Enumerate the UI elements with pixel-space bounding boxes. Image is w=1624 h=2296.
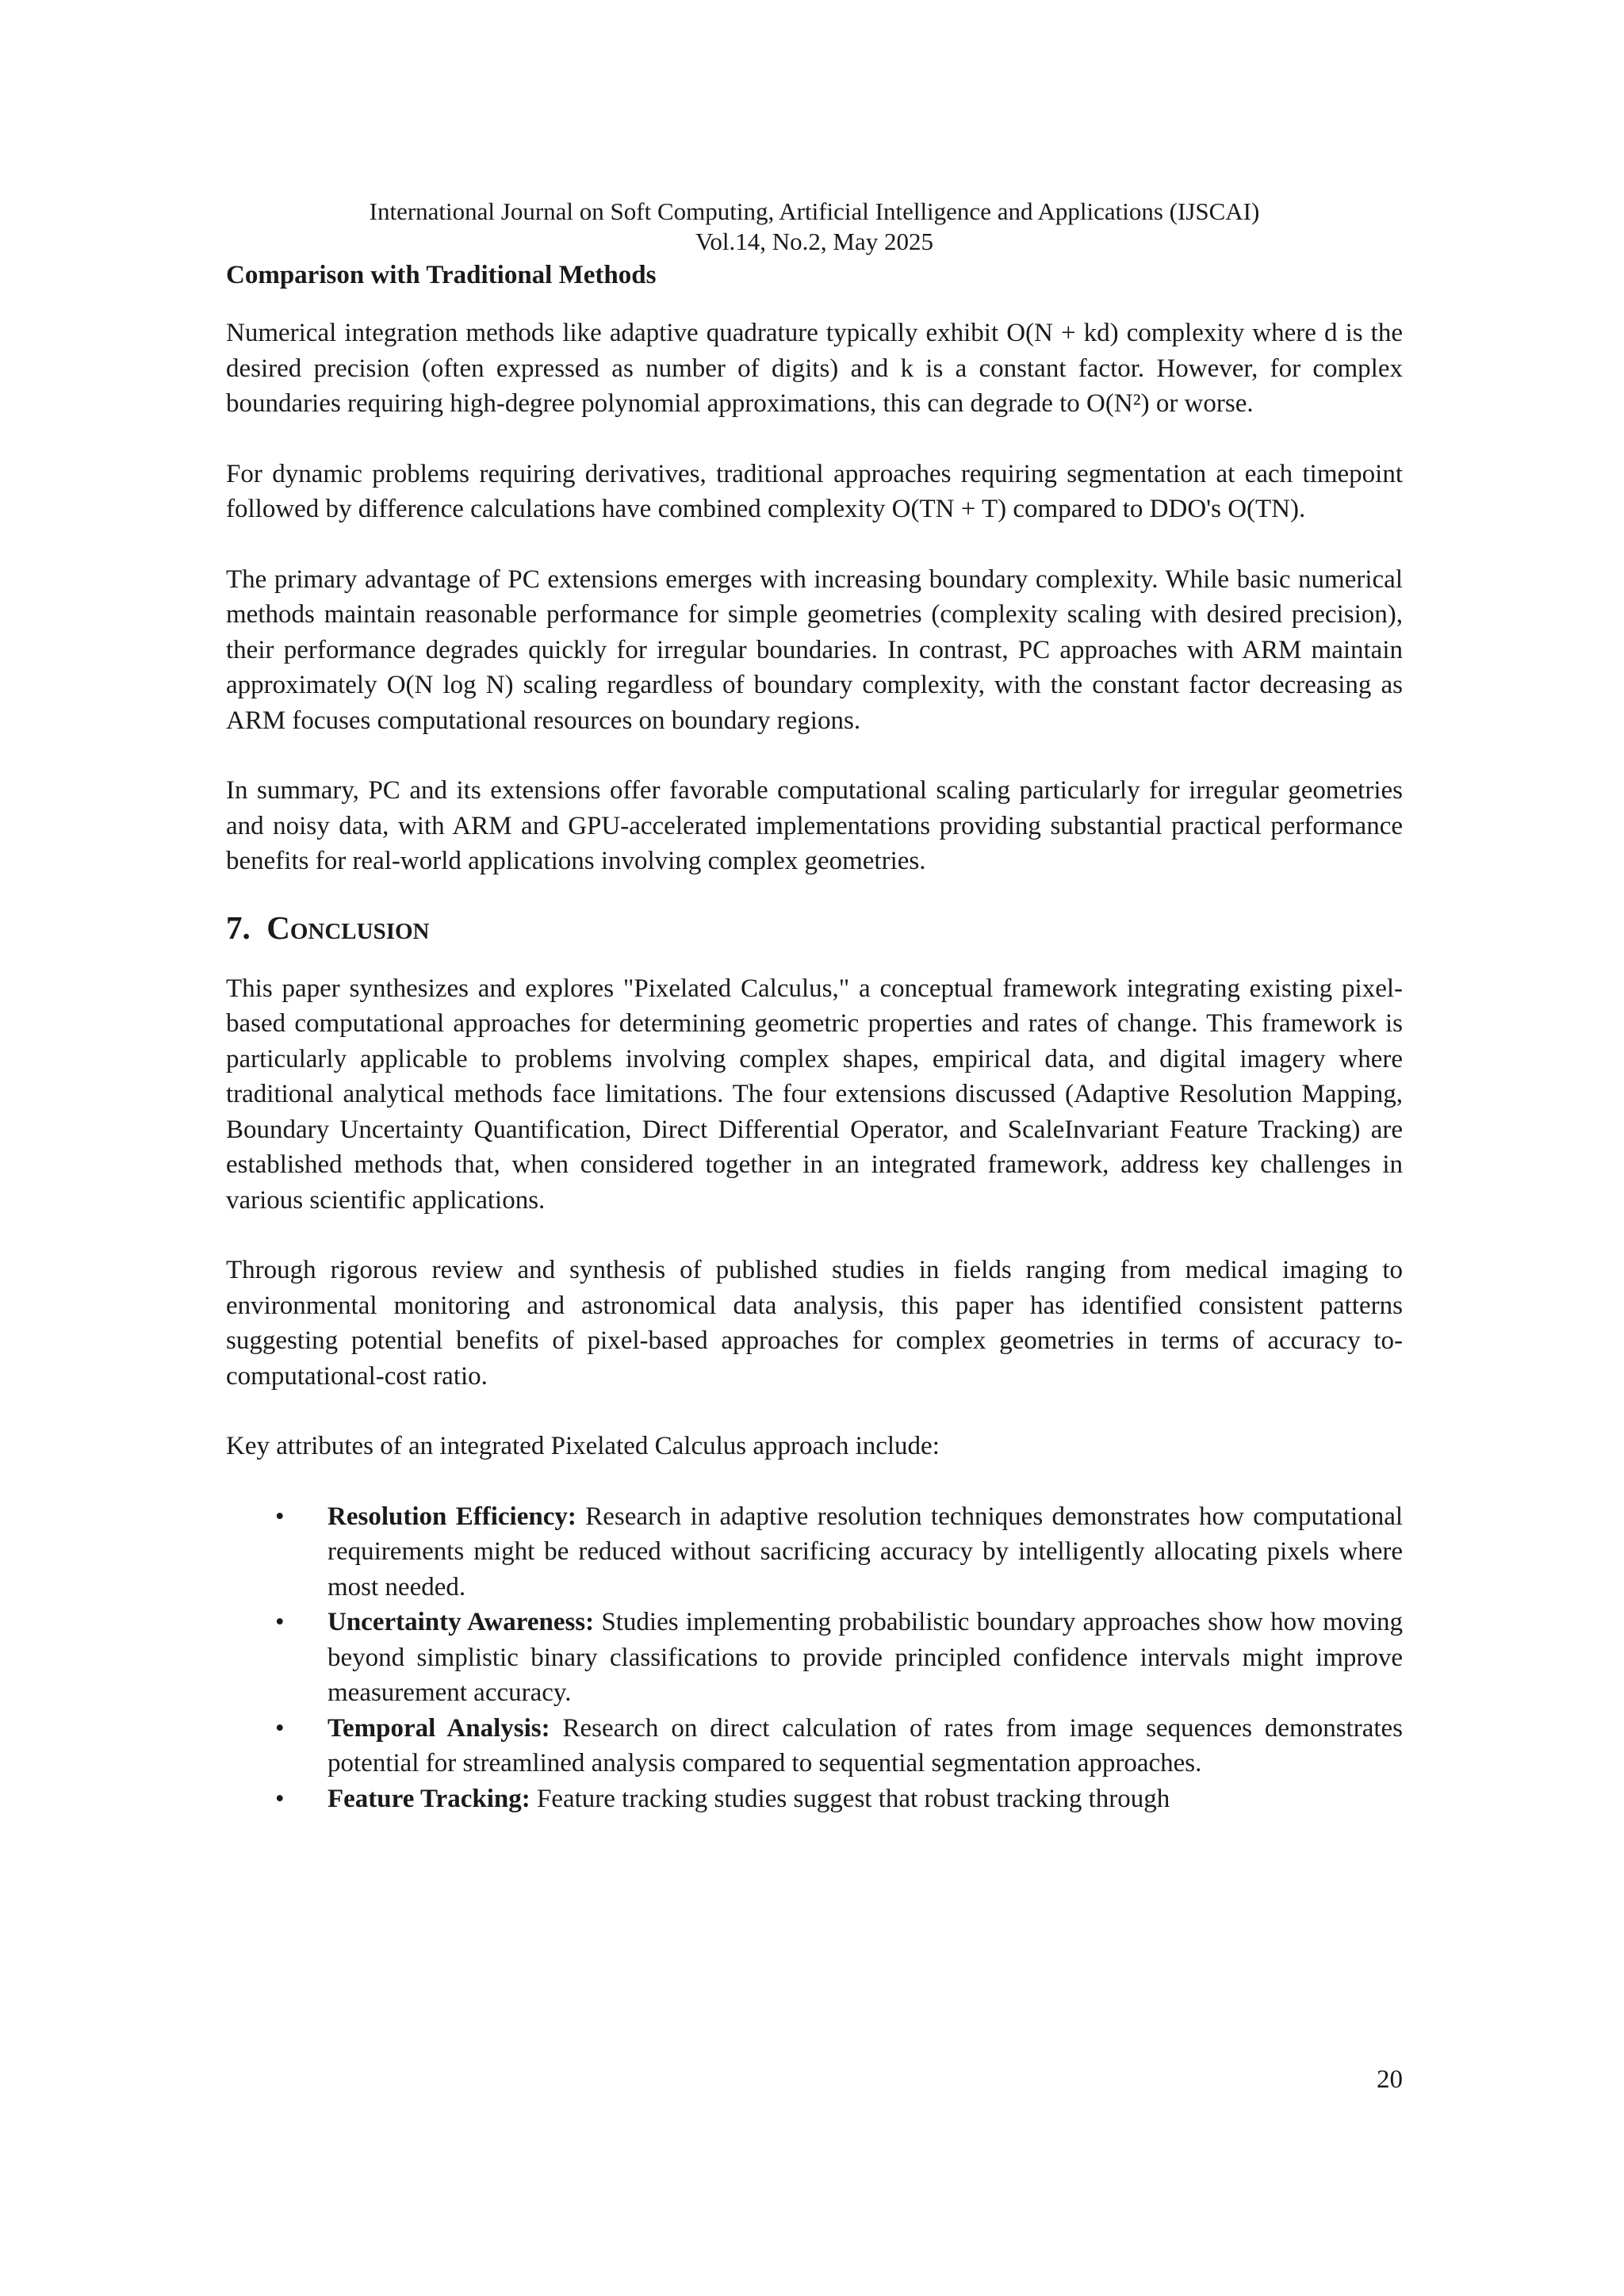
bullet-glyph: • [275,1502,285,1531]
list-item-term: Temporal Analysis: [327,1713,550,1743]
running-header [226,197,1403,257]
paragraph: The primary advantage of PC extensions emerges with increasing boundary complexity. While basic numerical methods maintain reasonable performance for simple geometries (complexity scaling with desired precision), their performance degrades quickly for irregular boundaries. In contrast, PC approaches with ARM maintain approximately O(N log N) scaling regardless of boundary complexity, with the constant factor decreasing as ARM focuses computational resources on boundary regions. [226,564,1403,735]
list-item [226,1781,1403,1817]
list-item [226,1711,1403,1781]
paragraph: Key attributes of an integrated Pixelated Calculus approach include: [226,1432,940,1460]
page-body [226,197,1403,1816]
paragraph: In summary, PC and its extensions offer favorable computational scaling particularly for irregular geometries and noisy data, with ARM and GPU-accelerated implementations providing substantial practical performance benefits for real-world applications involving complex geometries. [226,776,1403,875]
list-item-term: Uncertainty Awareness: [327,1608,595,1636]
bullet-glyph: • [275,1713,285,1743]
paragraph: This paper synthesizes and explores "Pixelated Calculus," a conceptual framework integrating existing pixel-based computational approaches for determining geometric properties and rates of change. This framework is particularly applicable to problems involving complex shapes, empirical data, and digital imagery where traditional analytical methods face limitations. The four extensions discussed (Adaptive Resolution Mapping, Boundary Uncertainty Quantification, Direct Differential Operator, and ScaleInvariant Feature Tracking) are established methods that, when considered together in an integrated framework, address key challenges in various scientific applications. [226,974,1403,1215]
list-item-text: Research on direct calculation of rates from image sequences demonstrates potential for streamlined analysis compared to sequential segmentation approaches. [327,1713,1403,1777]
list-item-text: Research in adaptive resolution techniques demonstrates how computational requirements might be reduced without sacrificing accuracy by intelligently allocating pixels where most needed. [327,1502,1404,1601]
list-item-term: Feature Tracking: [327,1784,530,1813]
bullet-glyph: • [275,1784,285,1813]
bullet-glyph: • [275,1608,285,1636]
subsection-title: Comparison with Traditional Methods [226,261,657,289]
paragraph: Through rigorous review and synthesis of published studies in fields ranging from medical imaging to environmental monitoring and astronomical data analysis, this paper has identified consistent patterns suggesting potential benefits of pixel-based approaches for complex geometries in terms of accuracy to-computational-cost ratio. [226,1256,1403,1391]
section-heading [226,908,1403,947]
list-item [226,1605,1403,1711]
paragraph: For dynamic problems requiring derivatives, traditional approaches requiring segmentation at each timepoint followed by difference calculations have combined complexity O(TN + T) compared to DDO's O(TN). [226,459,1403,523]
section-number: 7. [226,909,251,946]
journal-title: International Journal on Soft Computing, Artificial Intelligence and Applications (IJSCAI) [369,197,1260,225]
attribute-list [226,1499,1403,1817]
list-item [226,1499,1403,1605]
page-number: 20 [1377,2065,1403,2094]
list-item-text: Feature tracking studies suggest that robust tracking through [536,1784,1170,1813]
journal-volume: Vol.14, No.2, May 2025 [695,228,933,255]
paragraph: Numerical integration methods like adaptive quadrature typically exhibit O(N + kd) complexity where d is the desired precision (often expressed as number of digits) and k is a constant factor. However, for complex boundaries requiring high-degree polynomial approximations, this can degrade to O(N²) or worse. [226,319,1403,418]
list-item-text: Studies implementing probabilistic boundary approaches show how moving beyond simplistic binary classifications to provide principled confidence intervals might improve measurement accuracy. [327,1608,1403,1707]
list-item-term: Resolution Efficiency: [327,1502,576,1531]
section-title: Conclusion [266,909,430,946]
